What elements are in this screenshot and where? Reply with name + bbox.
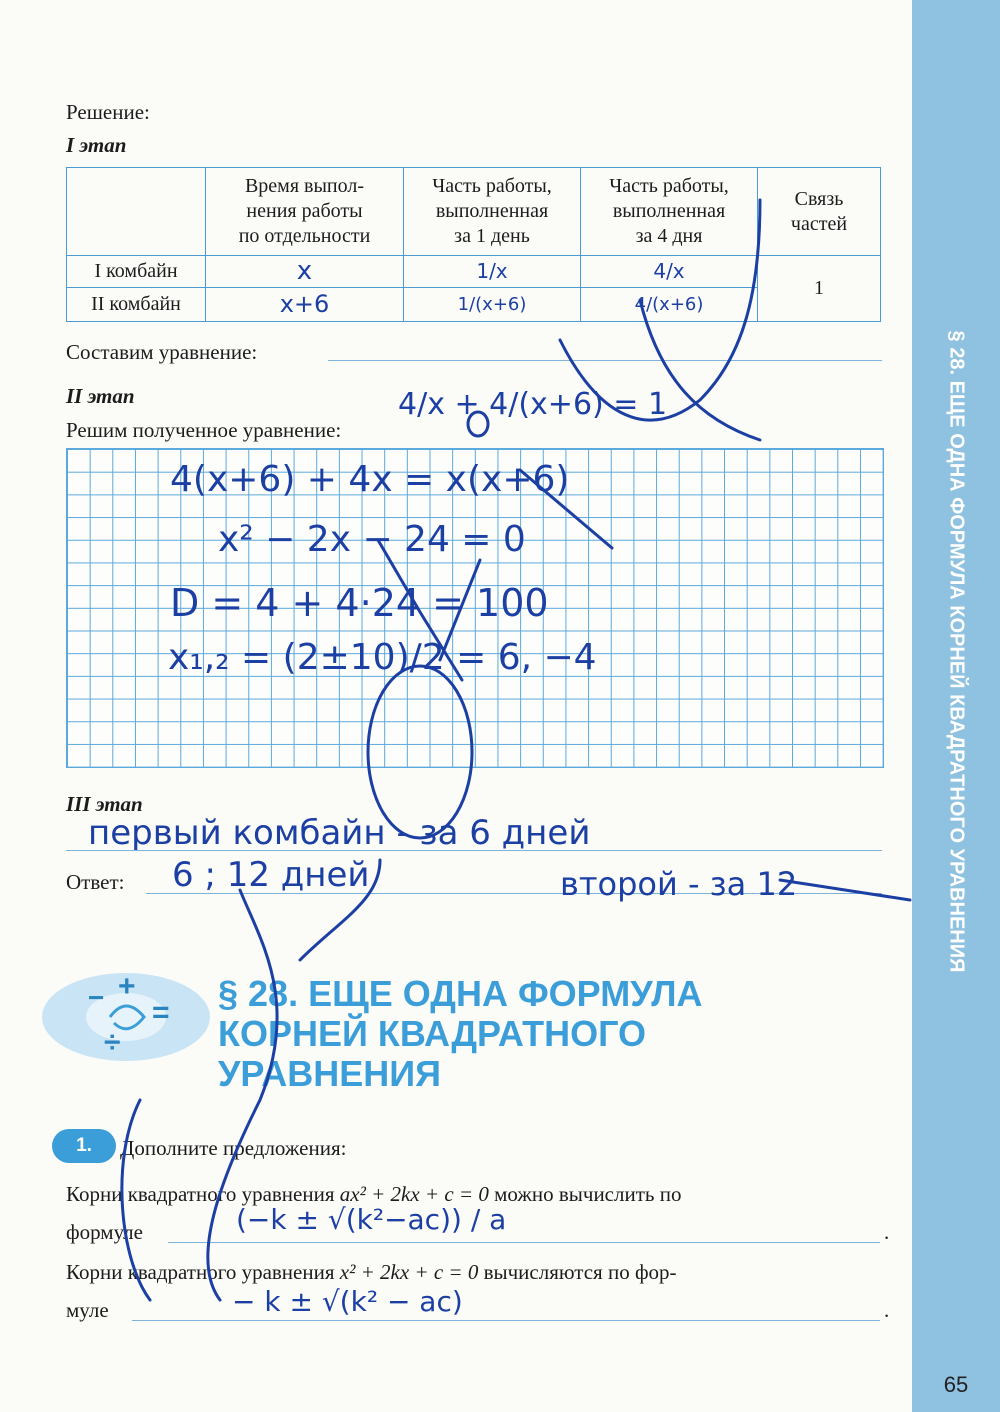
row-label: I комбайн	[67, 256, 206, 288]
svg-text:+: +	[118, 970, 136, 1003]
stage2-label: II этап	[66, 384, 135, 408]
handwritten-formula2: − k ± √(k² − ac)	[232, 1285, 463, 1318]
sentence2-formula: x² + 2kx + c = 0	[339, 1260, 479, 1284]
sentence1-part3: формуле	[66, 1220, 143, 1244]
handwritten-cell: 4/(x+6)	[581, 288, 758, 322]
handwritten-cell: 4/x	[581, 256, 758, 288]
handwritten-cell: x+6	[206, 288, 404, 322]
handwritten-stage3: первый комбайн - за 6 дней	[88, 813, 591, 853]
handwritten-formula1: (−k ± √(k²−ac)) / a	[236, 1203, 507, 1236]
sentence1-formula: ax² + 2kx + c = 0	[339, 1182, 489, 1206]
period: .	[884, 1220, 890, 1244]
table-header-cell: Связь частей	[758, 168, 881, 256]
task-badge: 1.	[52, 1129, 116, 1163]
handwritten-cell: 1/x	[404, 256, 581, 288]
sentence2-part2: вычисляются по фор-	[483, 1260, 677, 1284]
handwritten-step: 4(x+6) + 4x = x(x+6)	[170, 459, 570, 500]
handwritten-answer-extra: второй - за 12	[560, 865, 798, 903]
handwritten-step: D = 4 + 4·24 = 100	[170, 581, 549, 625]
section-title-line: § 28. ЕЩЕ ОДНА ФОРМУЛА	[218, 973, 703, 1014]
handwritten-equation: 4/x + 4/(x+6) = 1	[398, 387, 668, 422]
sentence2-part3: муле	[66, 1298, 109, 1322]
sentence1-part2: можно вычислить по	[494, 1182, 682, 1206]
section-title-line: УРАВНЕНИЯ	[218, 1053, 441, 1094]
stage1-label: I этап	[66, 133, 127, 157]
solve-label: Решим полученное уравнение:	[66, 418, 342, 442]
handwritten-step: x₁,₂ = (2±10)/2 = 6, −4	[168, 637, 597, 678]
handwritten-step: x² − 2x − 24 = 0	[218, 519, 526, 560]
page-number: 65	[943, 1372, 969, 1397]
compose-label: Составим уравнение:	[66, 340, 258, 364]
svg-text:−: −	[88, 982, 105, 1013]
side-tab: § 28. ЕЩЕ ОДНА ФОРМУЛА КОРНЕЙ КВАДРАТНОГО УРАВНЕНИЯ	[912, 0, 1000, 1412]
table-header-cell: Часть работы, выполненная за 1 день	[404, 168, 581, 256]
table-header-cell: Время выпол- нения работы по отдельности	[206, 168, 404, 256]
handwritten-answer: 6 ; 12 дней	[172, 855, 370, 895]
sentence1-part1: Корни квадратного уравнения	[66, 1182, 335, 1206]
period: .	[884, 1298, 890, 1322]
link-cell: 1	[758, 256, 881, 322]
handwritten-cell: 1/(x+6)	[404, 288, 581, 322]
stage3-label: III этап	[66, 792, 143, 816]
svg-text:=: =	[152, 996, 170, 1029]
answer-label: Ответ:	[66, 870, 125, 894]
task-prompt: Дополните предложения:	[120, 1136, 347, 1160]
solution-label: Решение:	[66, 100, 150, 124]
section-title-line: КОРНЕЙ КВАДРАТНОГО	[218, 1013, 647, 1054]
row-label: II комбайн	[67, 288, 206, 322]
sentence2-part1: Корни квадратного уравнения	[66, 1260, 335, 1284]
handwritten-cell: x	[206, 256, 404, 288]
table-header-cell: Часть работы, выполненная за 4 дня	[581, 168, 758, 256]
svg-text:÷: ÷	[104, 1026, 121, 1059]
